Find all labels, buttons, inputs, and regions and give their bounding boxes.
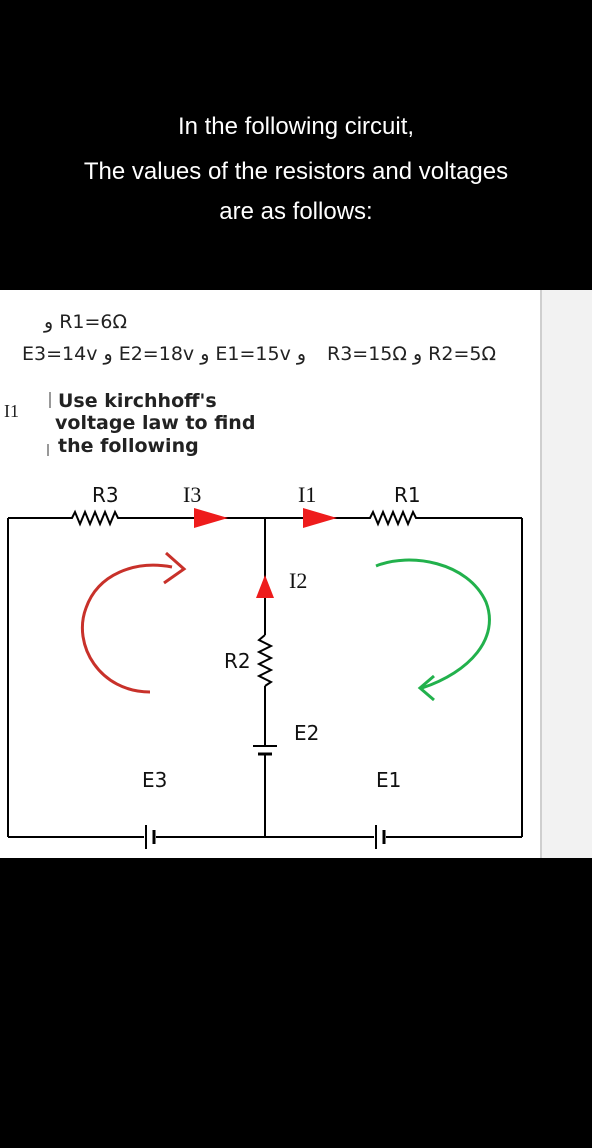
title-line-2: The values of the resistors and voltages <box>83 158 509 185</box>
circuit-diagram <box>0 290 540 858</box>
e3-label: E3 <box>142 768 168 792</box>
instruction-line-1: Use kirchhoff's <box>58 390 217 412</box>
i3-arrow-icon <box>194 508 228 528</box>
given-row-2-left: E3=14v و E2=18v و E1=15v و <box>22 343 307 365</box>
given-row-1: و R1=6Ω <box>44 311 128 333</box>
i2-label: I2 <box>289 568 308 593</box>
r1-label: R1 <box>394 483 421 507</box>
r2-label: R2 <box>224 649 251 673</box>
right-loop-arrow-icon <box>376 560 489 688</box>
instruction-line-2: voltage law to find <box>55 412 256 434</box>
r2-resistor <box>259 635 271 686</box>
left-loop-arrow-icon <box>82 565 172 692</box>
i1-label: I1 <box>298 482 317 507</box>
instruction-line-3: the following <box>58 435 199 457</box>
header-banner <box>0 0 592 290</box>
i1-label-side: I1 <box>4 401 19 421</box>
left-loop-arrowhead-icon <box>164 553 184 583</box>
e2-label: E2 <box>294 721 320 745</box>
i3-label: I3 <box>183 482 202 507</box>
given-row-2-right: R3=15Ω و R2=5Ω <box>327 343 496 365</box>
footer-banner <box>0 858 592 1148</box>
r3-label: R3 <box>92 483 119 507</box>
title-line-3: are as follows: <box>219 198 373 225</box>
right-margin-strip <box>540 290 592 858</box>
i2-arrow-icon <box>256 575 274 598</box>
i1-arrow-icon <box>303 508 337 528</box>
title-line-1: In the following circuit, <box>177 113 415 140</box>
right-loop-arrowhead-icon <box>420 676 434 700</box>
e1-label: E1 <box>376 768 402 792</box>
